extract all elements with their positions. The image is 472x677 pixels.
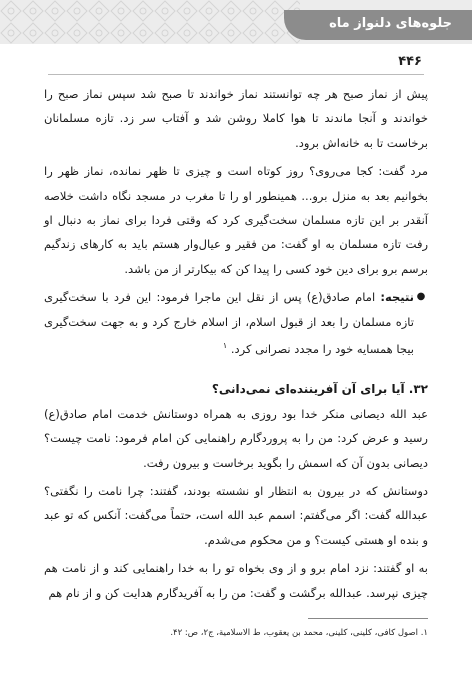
section-heading: ۳۲. آیا برای آن آفریننده‌ای نمی‌دانی؟ [211, 382, 428, 397]
paragraph: پیش از نماز صبح هر چه توانستند نماز خواندند تا صبح شد سپس نماز صبح را خواندند و آنجا ماندند تا هوا کاملا روشن شد و آفتاب سر زد. تازه مسلمانان برخاست تا به خانه‌اش برود. [44, 87, 428, 150]
bullet-icon: ● [416, 291, 426, 303]
paragraph: مرد گفت: کجا می‌روی؟ روز کوتاه است و چیزی تا ظهر نمانده، نماز ظهر را بخوانیم بعد به منزل برو... همینطور او را تا مغرب در مسجد نگاه داشت خلاصه آنقدر بر این تازه مسلمان سخت‌گیری کرد که وقتی فردا برای نماز به دنبال او رفت تازه مسلمان به او گفت: من فقیر و عیال‌وار هستم باید به کارهای زندگیم برسم برو برای دین خود کسی را پیدا کن که بیکارتر از من باشد. [44, 164, 428, 276]
ornament-pattern [0, 0, 300, 44]
bullet-label: نتیجه: [380, 290, 414, 305]
footnote: ۱. اصول کافی، کلینی، کلینی، محمد بن یعقوب، ط الاسلامیة، ج۲، ص: ۴۲. [170, 628, 428, 638]
paragraph: به او گفتند: نزد امام برو و از وی بخواه تو را به خدا راهنمایی کند و از نامت هم چیزی نپرسد. عبدالله برگشت و گفت: من را به آفریدگارم هدایت کن و از نام هم [44, 561, 428, 600]
paragraph: عبد الله دیصانی منکر خدا بود روزی به همراه دوستانش خدمت امام صادق(ع) رسید و عرض کرد: من را به پروردگارم راهنمایی کن امام فرمود: نامت چیست؟ دیصانی بدون آن که اسمش را بگوید برخاست و بیرون رفت. [44, 406, 428, 470]
footnote-divider [308, 618, 428, 619]
bullet-text: امام صادق(ع) پس از نقل این ماجرا فرمود: این فرد با سخت‌گیری تازه مسلمان را بعد از قبول اسلام، از اسلام خارج کرد و به جهت سخت‌گیری بیجا همسایه خود را مجدد نصرانی کرد. [44, 290, 414, 356]
page-header [0, 0, 472, 44]
divider [48, 74, 424, 75]
bullet-paragraph [44, 285, 414, 361]
page-number: ۴۴۶ [398, 54, 422, 69]
paragraph: دوستانش که در بیرون به انتظار او نشسته بودند، گفتند: چرا نامت را نگفتی؟ عبدالله گفت: اگر می‌گفتم: اسمم عبد الله است، حتماً می‌گفت: آنکس که تو عبد و بنده او هستی کیست؟ و من محکوم می‌شدم. [44, 483, 428, 547]
footnote-mark: ۱ [222, 341, 228, 351]
result-bullet [44, 285, 428, 361]
body-text [44, 82, 428, 605]
running-title: جلوه‌های دلنواز ماه [329, 16, 452, 31]
